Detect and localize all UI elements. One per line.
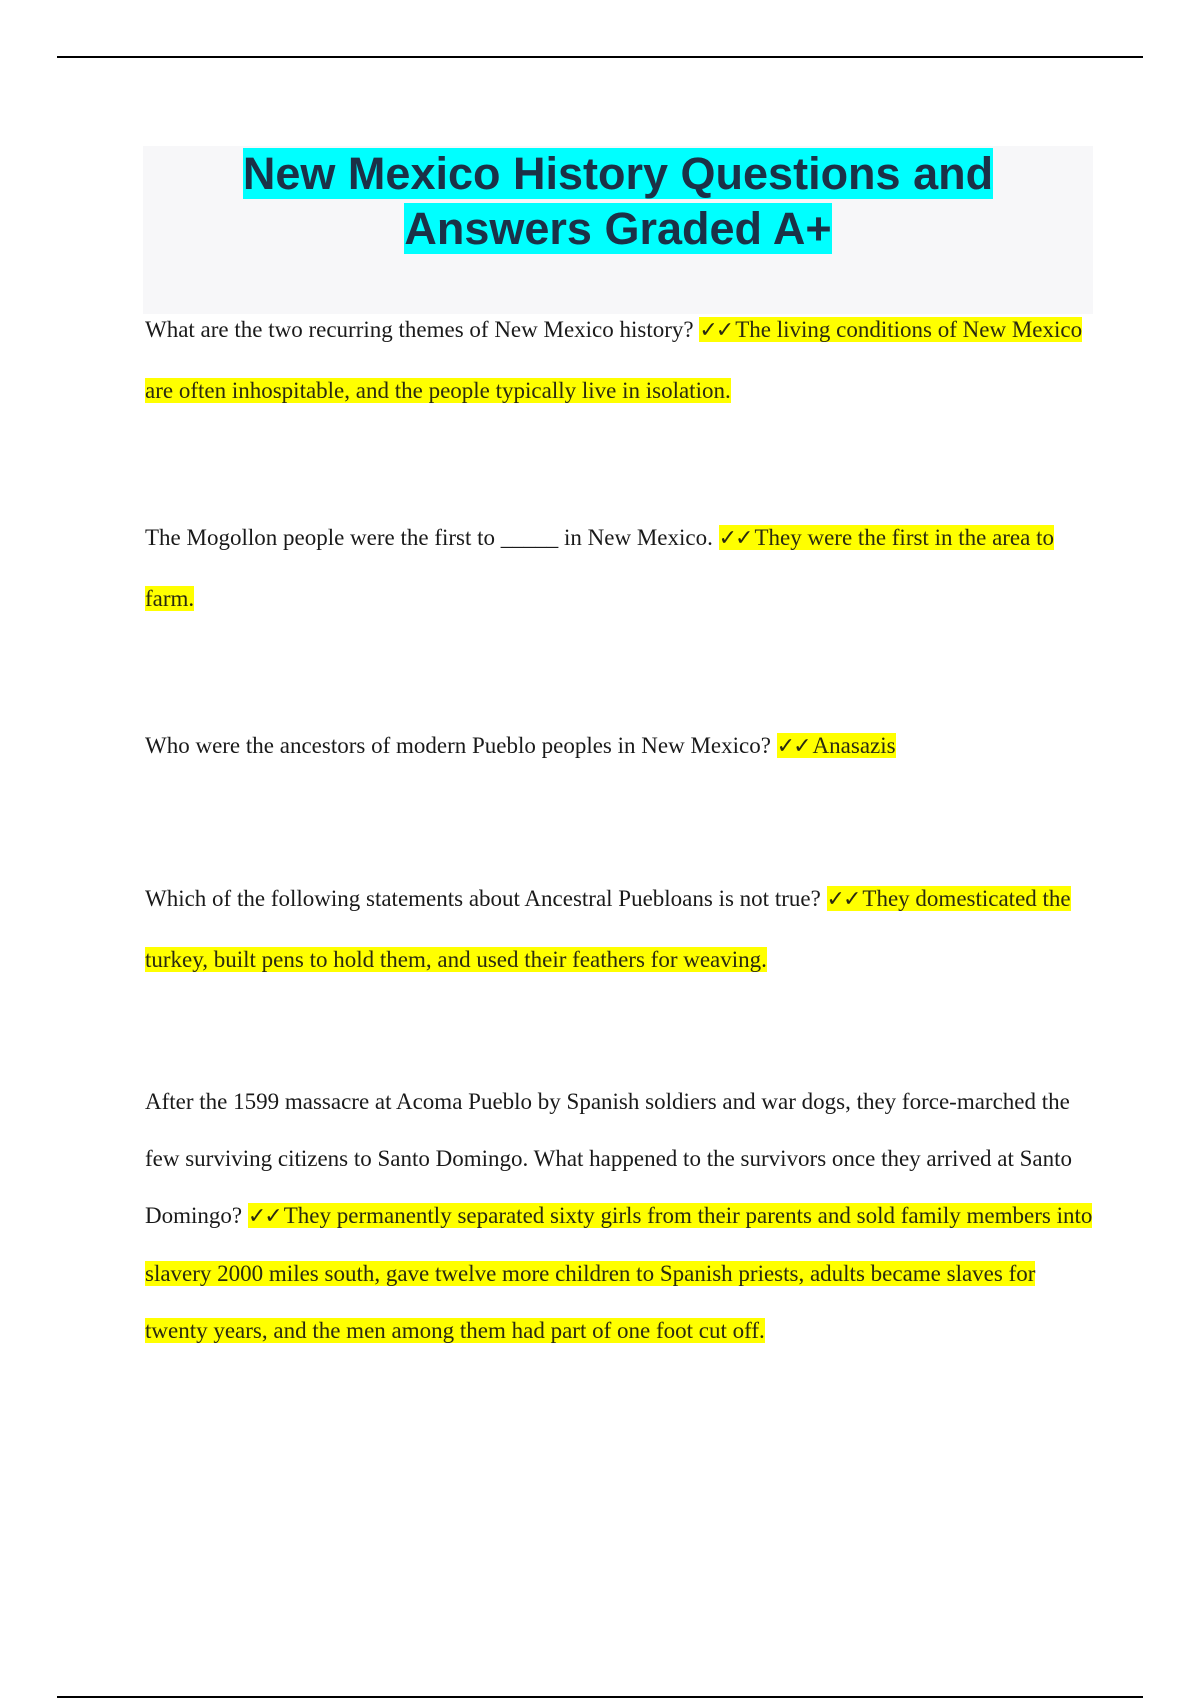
qa-item-2 [145,508,1095,629]
answer-text: They were the first in the area to farm. [145,525,1054,611]
title-block [143,146,1093,314]
check-icon: ✓✓ [826,887,860,912]
qa-item-4 [145,869,1095,990]
bottom-rule [57,1696,1143,1698]
qa-item-1 [145,300,1095,421]
answer-highlight [145,1203,1092,1343]
question-text: Who were the ancestors of modern Pueblo peoples in New Mexico? [145,733,771,758]
document-title [143,146,1093,256]
title-line-2: Answers Graded A+ [404,203,832,254]
answer-text: They domesticated the turkey, built pens to hold them, and used their feathers for weaving. [145,886,1071,972]
answer-highlight [777,733,896,758]
check-icon: ✓✓ [699,318,733,343]
question-text: What are the two recurring themes of New Mexico history? [145,317,694,342]
question-text: Which of the following statements about Ancestral Puebloans is not true? [145,886,821,911]
title-line-1: New Mexico History Questions and [242,148,994,199]
check-icon: ✓✓ [776,734,810,759]
answer-text: They permanently separated sixty girls from their parents and sold family members into slavery 2000 miles south, gave twelve more children to Spanish priests, adults became slaves for twenty years, and the men among them had part of one foot cut off. [145,1203,1093,1343]
qa-item-3 [145,716,1095,777]
check-icon: ✓✓ [718,526,752,551]
top-rule [57,56,1143,58]
check-icon: ✓✓ [247,1204,281,1229]
qa-item-5 [145,1073,1095,1359]
question-text: After the 1599 massacre at Acoma Pueblo by Spanish soldiers and war dogs, they force-marched the few surviving citizens to Santo Domingo. What happened to the survivors once they arrived at Santo Domingo? [145,1089,1073,1228]
answer-text: Anasazis [812,733,896,758]
answer-text: The living conditions of New Mexico are often inhospitable, and the people typically live in isolation. [145,317,1083,403]
question-text: The Mogollon people were the first to _____ in New Mexico. [145,525,713,550]
